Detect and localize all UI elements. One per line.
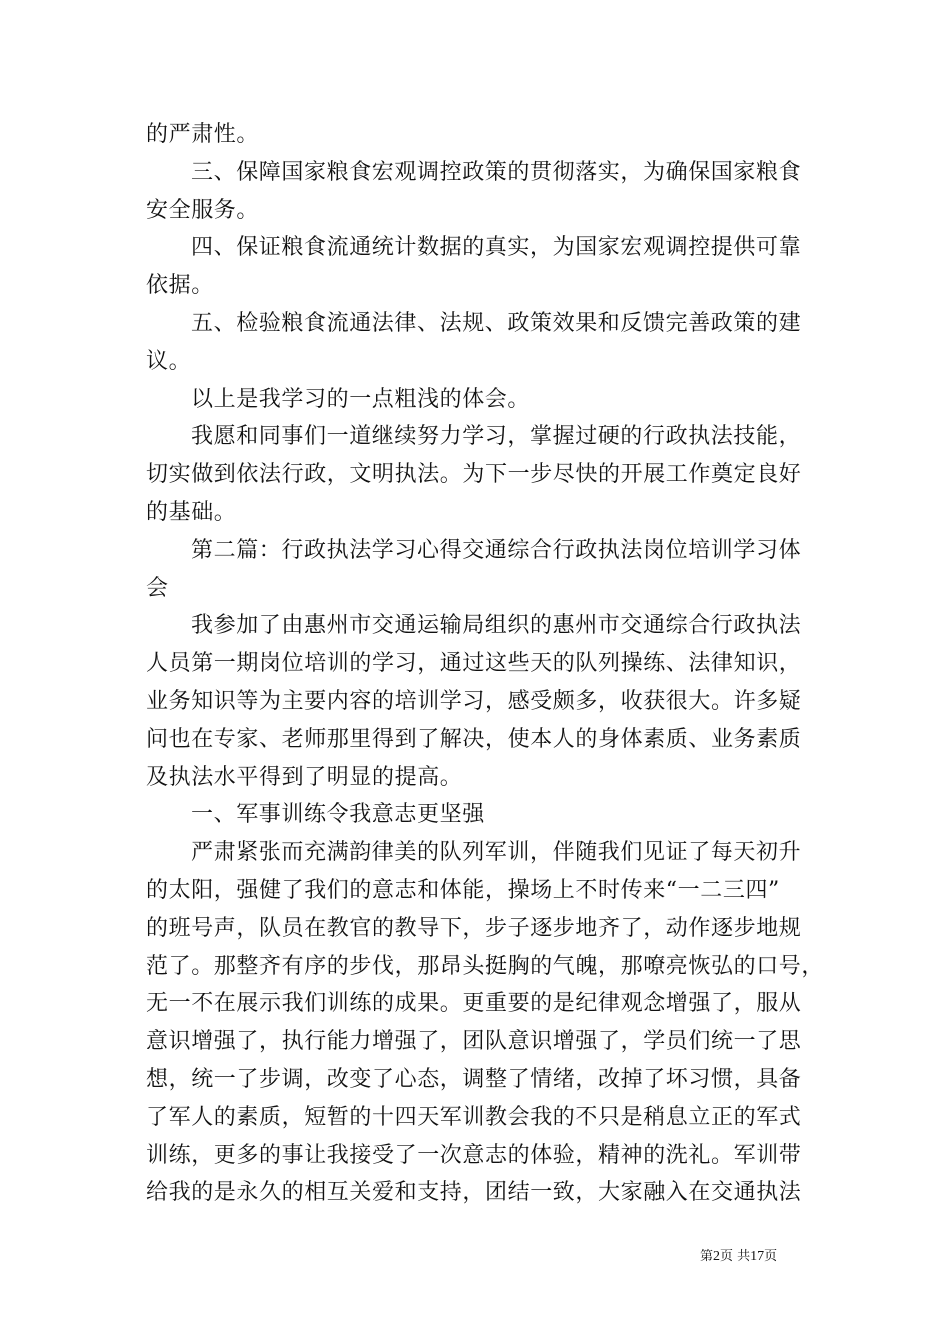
footer-suffix: 页	[764, 1249, 778, 1264]
text-line: 的严肃性。	[146, 122, 260, 147]
text-line: 我参加了由惠州市交通运输局组织的惠州市交通综合行政执法	[191, 613, 802, 639]
document-body	[146, 116, 825, 1212]
text-line: 人员第一期岗位培训的学习，通过这些天的队列操练、法律知识，	[146, 651, 802, 677]
text-line: 切实做到依法行政，文明执法。为下一步尽快的开展工作奠定良好	[146, 462, 802, 488]
page-footer	[700, 1245, 777, 1265]
text-line: 会	[146, 575, 169, 601]
footer-page-number: 2	[713, 1249, 721, 1264]
text-line: 依据。	[146, 273, 214, 299]
text-line: 的班号声，队员在教官的教导下，步子逐步地齐了，动作逐步地规	[146, 915, 802, 941]
text-line: 给我的是永久的相互关爱和支持，团结一致，大家融入在交通执法	[146, 1180, 802, 1206]
text-line: 业务知识等为主要内容的培训学习，感受颇多，收获很大。许多疑	[146, 688, 802, 714]
text-line: 议。	[146, 348, 192, 374]
text-line: 的太阳，强健了我们的意志和体能，操场上不时传来“一二三四”	[146, 877, 780, 903]
text-line: 严肃紧张而充满韵律美的队列军训，伴随我们见证了每天初升	[191, 840, 802, 866]
footer-middle: 页 共	[720, 1249, 751, 1264]
text-line: 训练，更多的事让我接受了一次意志的体验，精神的洗礼。军训带	[146, 1142, 802, 1168]
text-line: 三、保障国家粮食宏观调控政策的贯彻落实，为确保国家粮食	[191, 159, 802, 185]
text-line: 无一不在展示我们训练的成果。更重要的是纪律观念增强了，服从	[146, 991, 802, 1017]
text-line: 一、军事训练令我意志更坚强	[191, 802, 485, 828]
text-line: 五、检验粮食流通法律、法规、政策效果和反馈完善政策的建	[191, 310, 802, 336]
text-line: 四、保证粮食流通统计数据的真实，为国家宏观调控提供可靠	[191, 235, 802, 261]
text-line: 问也在专家、老师那里得到了解决，使本人的身体素质、业务素质	[146, 726, 802, 752]
text-line: 想，统一了步调，改变了心态，调整了情绪，改掉了坏习惯，具备	[146, 1066, 802, 1092]
text-line: 的基础。	[146, 499, 237, 525]
text-line: 安全服务。	[146, 197, 260, 223]
text-line: 意识增强了，执行能力增强了，团队意识增强了，学员们统一了思	[146, 1029, 802, 1055]
text-line: 以上是我学习的一点粗浅的体会。	[191, 386, 531, 412]
text-line: 范了。那整齐有序的步伐，那昂头挺胸的气魄，那嘹亮恢弘的口号，	[146, 953, 825, 979]
footer-total-pages: 17	[750, 1249, 765, 1264]
text-line: 了军人的素质，短暂的十四天军训教会我的不只是稍息立正的军式	[146, 1104, 802, 1130]
text-line: 我愿和同事们一道继续努力学习，掌握过硬的行政执法技能，	[191, 424, 802, 450]
text-line: 及执法水平得到了明显的提高。	[146, 764, 463, 790]
text-line: 第二篇：行政执法学习心得交通综合行政执法岗位培训学习体	[191, 537, 802, 563]
footer-prefix: 第	[700, 1249, 714, 1264]
